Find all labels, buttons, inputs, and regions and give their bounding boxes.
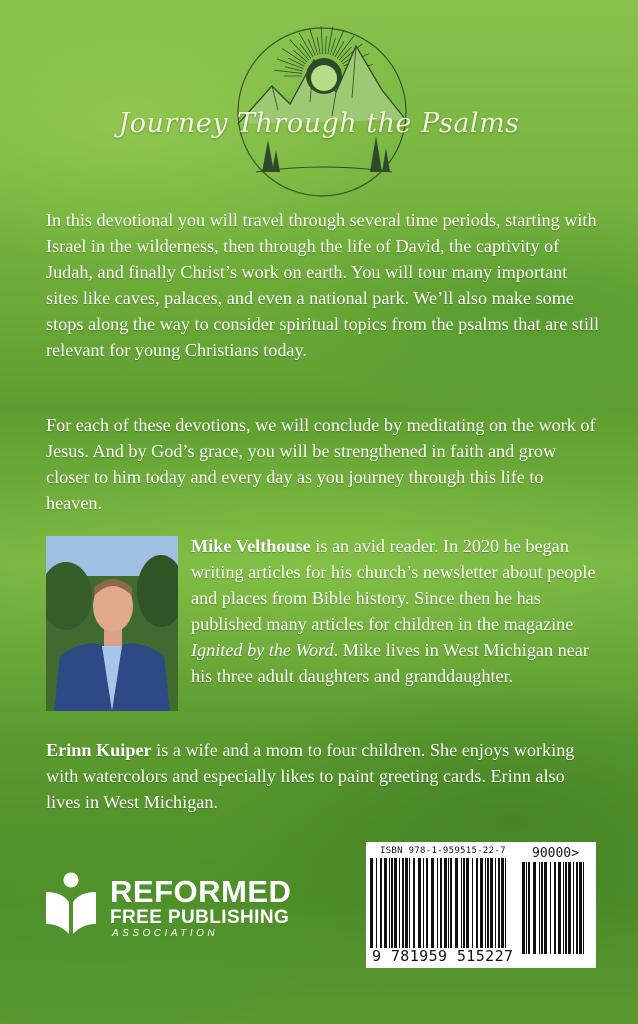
barcode-bars	[366, 858, 512, 954]
illustrator-bio	[46, 737, 602, 815]
magazine-name: Ignited by the Word	[191, 640, 334, 660]
price-code: 90000>	[532, 846, 579, 861]
publisher-book-person-icon	[44, 872, 98, 936]
publisher-name-line2: FREE PUBLISHING	[110, 907, 290, 928]
description-paragraph-2: For each of these devotions, we will conclude by meditating on the work of Jesus. And by God’s grace, you will be strengthened in faith and grow closer to him today and every day as you journey through this life to heaven.	[46, 415, 596, 513]
illustrator-bio-text: is a wife and a mom to four children. She enjoys working with watercolors and especially likes to paint greeting cards. Erinn also lives in West Michigan.	[46, 740, 575, 812]
isbn-digits: 9 781959 515227	[372, 947, 514, 965]
publisher-name-line3: ASSOCIATION	[112, 928, 219, 939]
author-name: Mike Velthouse	[191, 536, 311, 556]
publisher-logo	[44, 872, 304, 942]
author-bio-text: is an avid reader. In 2020 he began writing articles for his church’s newsletter about people and places from Bible history. Since then he has published many articles for children in the magazine	[191, 536, 596, 634]
mountain-sun-emblem	[232, 12, 412, 198]
isbn-barcode	[366, 842, 596, 968]
barcode-addon-bars	[518, 862, 590, 954]
author-photo	[46, 536, 178, 711]
author-bio	[191, 533, 603, 689]
publisher-name-line1: REFORMED	[110, 874, 292, 909]
isbn-label: ISBN 978-1-959515-22-7	[380, 846, 506, 856]
illustrator-name: Erinn Kuiper	[46, 740, 152, 760]
author-bio-text-end: . Mike lives in West Michigan near his three adult daughters and granddaughter.	[191, 640, 589, 686]
book-title: Journey Through the Psalms	[118, 108, 520, 139]
description-paragraph-1: In this devotional you will travel through several time periods, starting with Israel in the wilderness, then through the life of David, the captivity of Judah, and finally Christ’s work on earth. You will tour many important sites like caves, palaces, and even a national park. We’ll also make some stops along the way to consider spiritual topics from the psalms that are still relevant for young Christians today.	[46, 210, 600, 360]
